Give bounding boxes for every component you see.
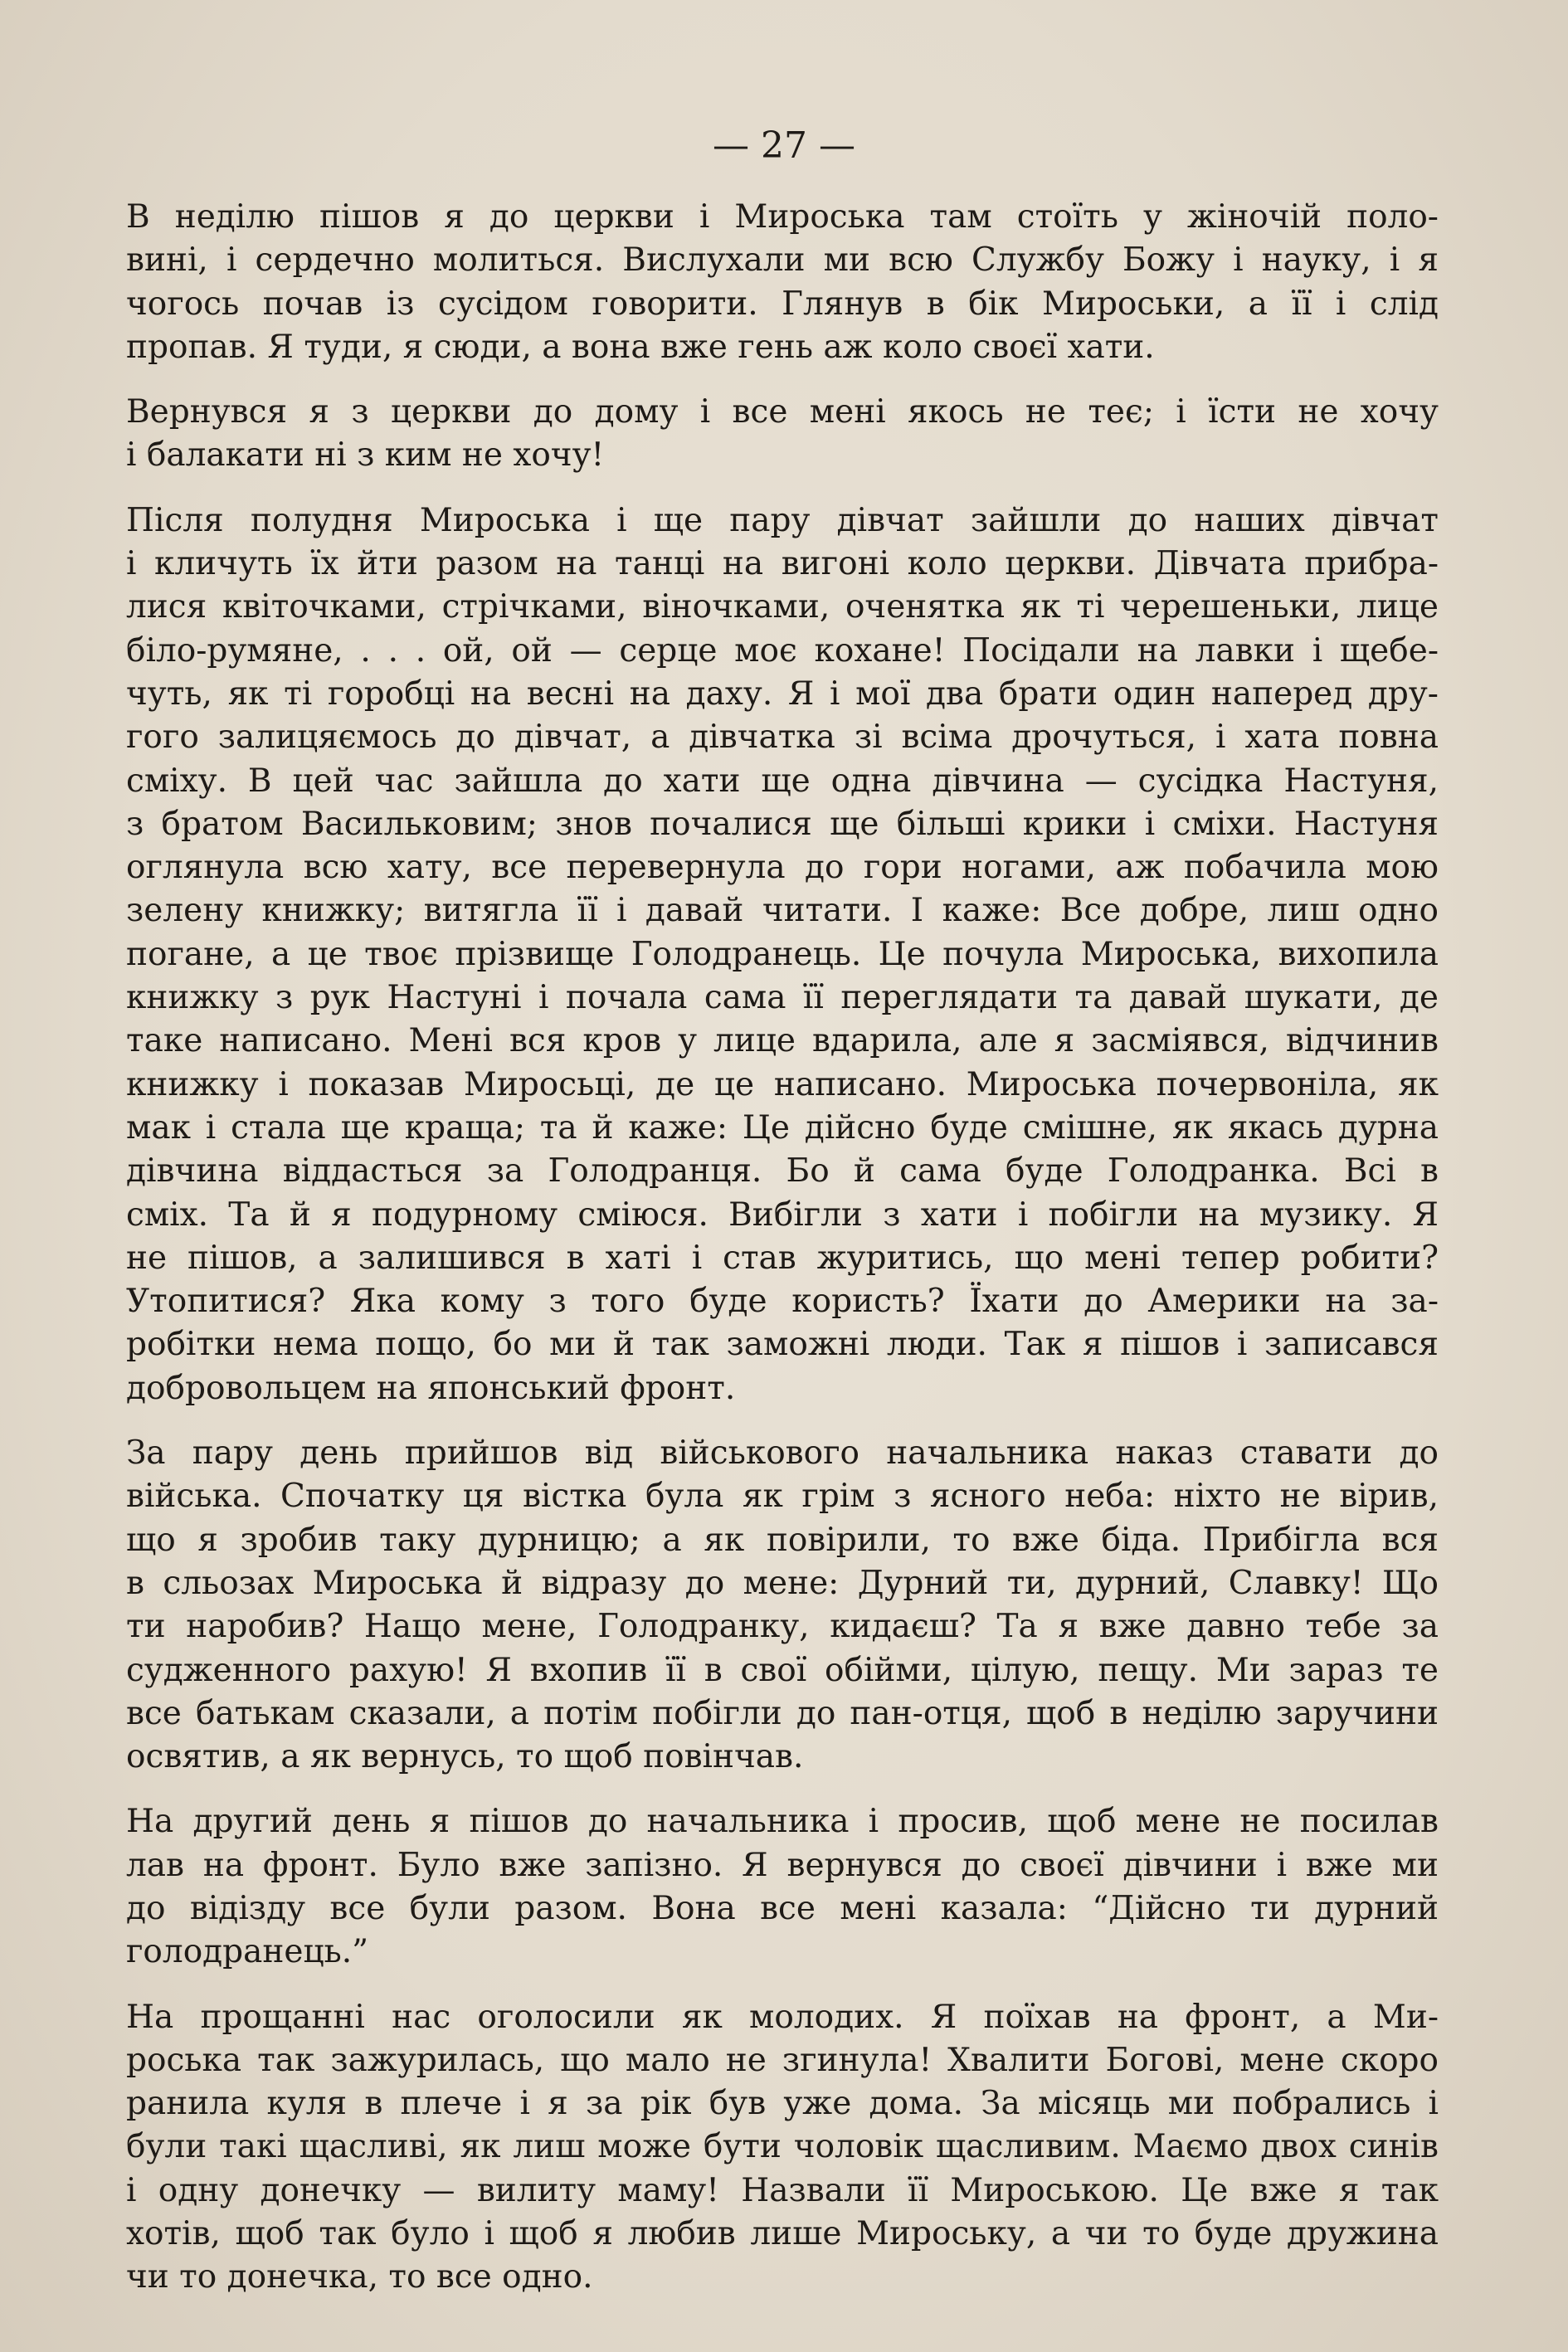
text-line: були такі щасливі, як лиш може бути чоловік щасливим. Маємо двох синів	[126, 2128, 1439, 2166]
text-line: і кличуть їх йти разом на танці на вигоні коло церкви. Дівчата прибра-	[126, 545, 1439, 583]
text-line: лав на фронт. Було вже запізно. Я вернувся до своєї дівчини і вже ми	[126, 1846, 1439, 1884]
text-line: сміх. Та й я подурному сміюся. Вибігли з хати і побігли на музику. Я	[126, 1195, 1439, 1234]
text-line: вині, і сердечно молиться. Вислухали ми всю Службу Божу і науку, і я	[126, 241, 1439, 280]
text-line: і одну донечку — вилиту маму! Назвали її Мироською. Це вже я так	[126, 2171, 1439, 2209]
text-line: в сльозах Мироська й відразу до мене: Дурний ти, дурний, Славку! Що	[126, 1564, 1439, 1602]
text-line: лися квіточками, стрічками, віночками, оченятка як ті черешеньки, лице	[126, 588, 1439, 626]
text-line: не пішов, а залишився в хаті і став журитись, що мені тепер робити?	[126, 1239, 1439, 1277]
text-line: оглянула всю хату, все перевернула до гори ногами, аж побачила мою	[126, 849, 1439, 887]
text-line: Утопитися? Яка кому з того буде користь? Їхати до Америки на за-	[126, 1283, 1439, 1321]
text-line: Після полудня Мироська і ще пару дівчат зайшли до наших дівчат	[126, 501, 1439, 539]
text-line: голодранець.”	[126, 1933, 369, 1971]
text-line: книжку і показав Миросьці, де це написано. Мироська почервоніла, як	[126, 1065, 1439, 1103]
text-line: За пару день прийшов від військового начальника наказ ставати до	[126, 1434, 1439, 1473]
text-line: і балакати ні з ким не хочу!	[126, 436, 605, 475]
text-line: хотів, щоб так було і щоб я любив лише Мироську, а чи то буде дружина	[126, 2215, 1439, 2253]
text-line: ранила куля в плече і я за рік був уже дома. За місяць ми побрались і	[126, 2085, 1439, 2123]
page-number: — 27 —	[713, 124, 855, 167]
text-line: На другий день я пішов до начальника і просив, щоб мене не посилав	[126, 1803, 1439, 1841]
body-text	[126, 196, 1439, 2321]
paragraph	[126, 1996, 1439, 2300]
text-line: Вернувся я з церкви до дому і все мені якось не теє; і їсти не хочу	[126, 393, 1439, 431]
paragraph	[126, 1800, 1439, 1974]
text-line: чогось почав із сусідом говорити. Глянув в бік Мироськи, а її і слід	[126, 285, 1439, 323]
text-line: В неділю пішов я до церкви і Мироська там стоїть у жіночій поло-	[126, 198, 1439, 236]
text-line: пропав. Я туди, я сюди, а вона вже гень аж коло своєї хати.	[126, 328, 1155, 366]
text-line: до відізду все були разом. Вона все мені казала: “Дійсно ти дурний	[126, 1889, 1439, 1927]
text-line: зелену книжку; витягла її і давай читати. І каже: Все добре, лиш одно	[126, 892, 1439, 930]
text-line: чуть, як ті горобці на весні на даху. Я і мої два брати один наперед дру-	[126, 674, 1439, 713]
text-line: мак і стала ще краща; та й каже: Це дійсно буде смішне, як якась дурна	[126, 1108, 1439, 1147]
text-line: судженного рахую! Я вхопив її в свої обійми, цілую, пещу. Ми зараз те	[126, 1651, 1439, 1689]
paragraph	[126, 1432, 1439, 1779]
text-line: що я зробив таку дурницю; а як повірили, то вже біда. Прибігла вся	[126, 1521, 1439, 1559]
text-line: На прощанні нас оголосили як молодих. Я поїхав на фронт, а Ми-	[126, 1998, 1439, 2036]
text-line: чи то донечка, то все одно.	[126, 2258, 593, 2296]
paragraph	[126, 196, 1439, 369]
text-line: добровольцем на японський фронт.	[126, 1369, 736, 1407]
text-line: війська. Спочатку ця вістка була як грім з ясного неба: ніхто не вірив,	[126, 1478, 1439, 1516]
paragraph	[126, 391, 1439, 478]
text-line: освятив, а як вернусь, то щоб повінчав.	[126, 1738, 804, 1776]
text-line: книжку з рук Настуні і почала сама її переглядати та давай шукати, де	[126, 979, 1439, 1017]
text-line: все батькам сказали, а потім побігли до пан-отця, щоб в неділю заручини	[126, 1694, 1439, 1732]
text-line: таке написано. Мені вся кров у лице вдарила, але я засміявся, відчинив	[126, 1022, 1439, 1060]
text-line: біло-румяне, . . . ой, ой — серце моє кохане! Посідали на лавки і щебе-	[126, 631, 1439, 670]
text-line: роська так зажурилась, що мало не згинула! Хвалити Богові, мене скоро	[126, 2041, 1439, 2079]
text-line: з братом Васильковим; знов почалися ще більші крики і сміхи. Настуня	[126, 805, 1439, 843]
text-line: погане, а це твоє прізвище Голодранець. Це почула Мироська, вихопила	[126, 935, 1439, 973]
text-line: сміху. В цей час зайшла до хати ще одна дівчина — сусідка Настуня,	[126, 762, 1439, 800]
text-line: робітки нема пощо, бо ми й так заможні люди. Так я пішов і записався	[126, 1326, 1439, 1364]
text-line: ти наробив? Нащо мене, Голодранку, кидаєш? Та я вже давно тебе за	[126, 1608, 1439, 1646]
text-line: гого залицяємось до дівчат, а дівчатка зі всіма дрочуться, і хата повна	[126, 718, 1439, 757]
text-line: дівчина віддасться за Голодранця. Бо й сама буде Голодранка. Всі в	[126, 1152, 1439, 1191]
paragraph	[126, 499, 1439, 1410]
